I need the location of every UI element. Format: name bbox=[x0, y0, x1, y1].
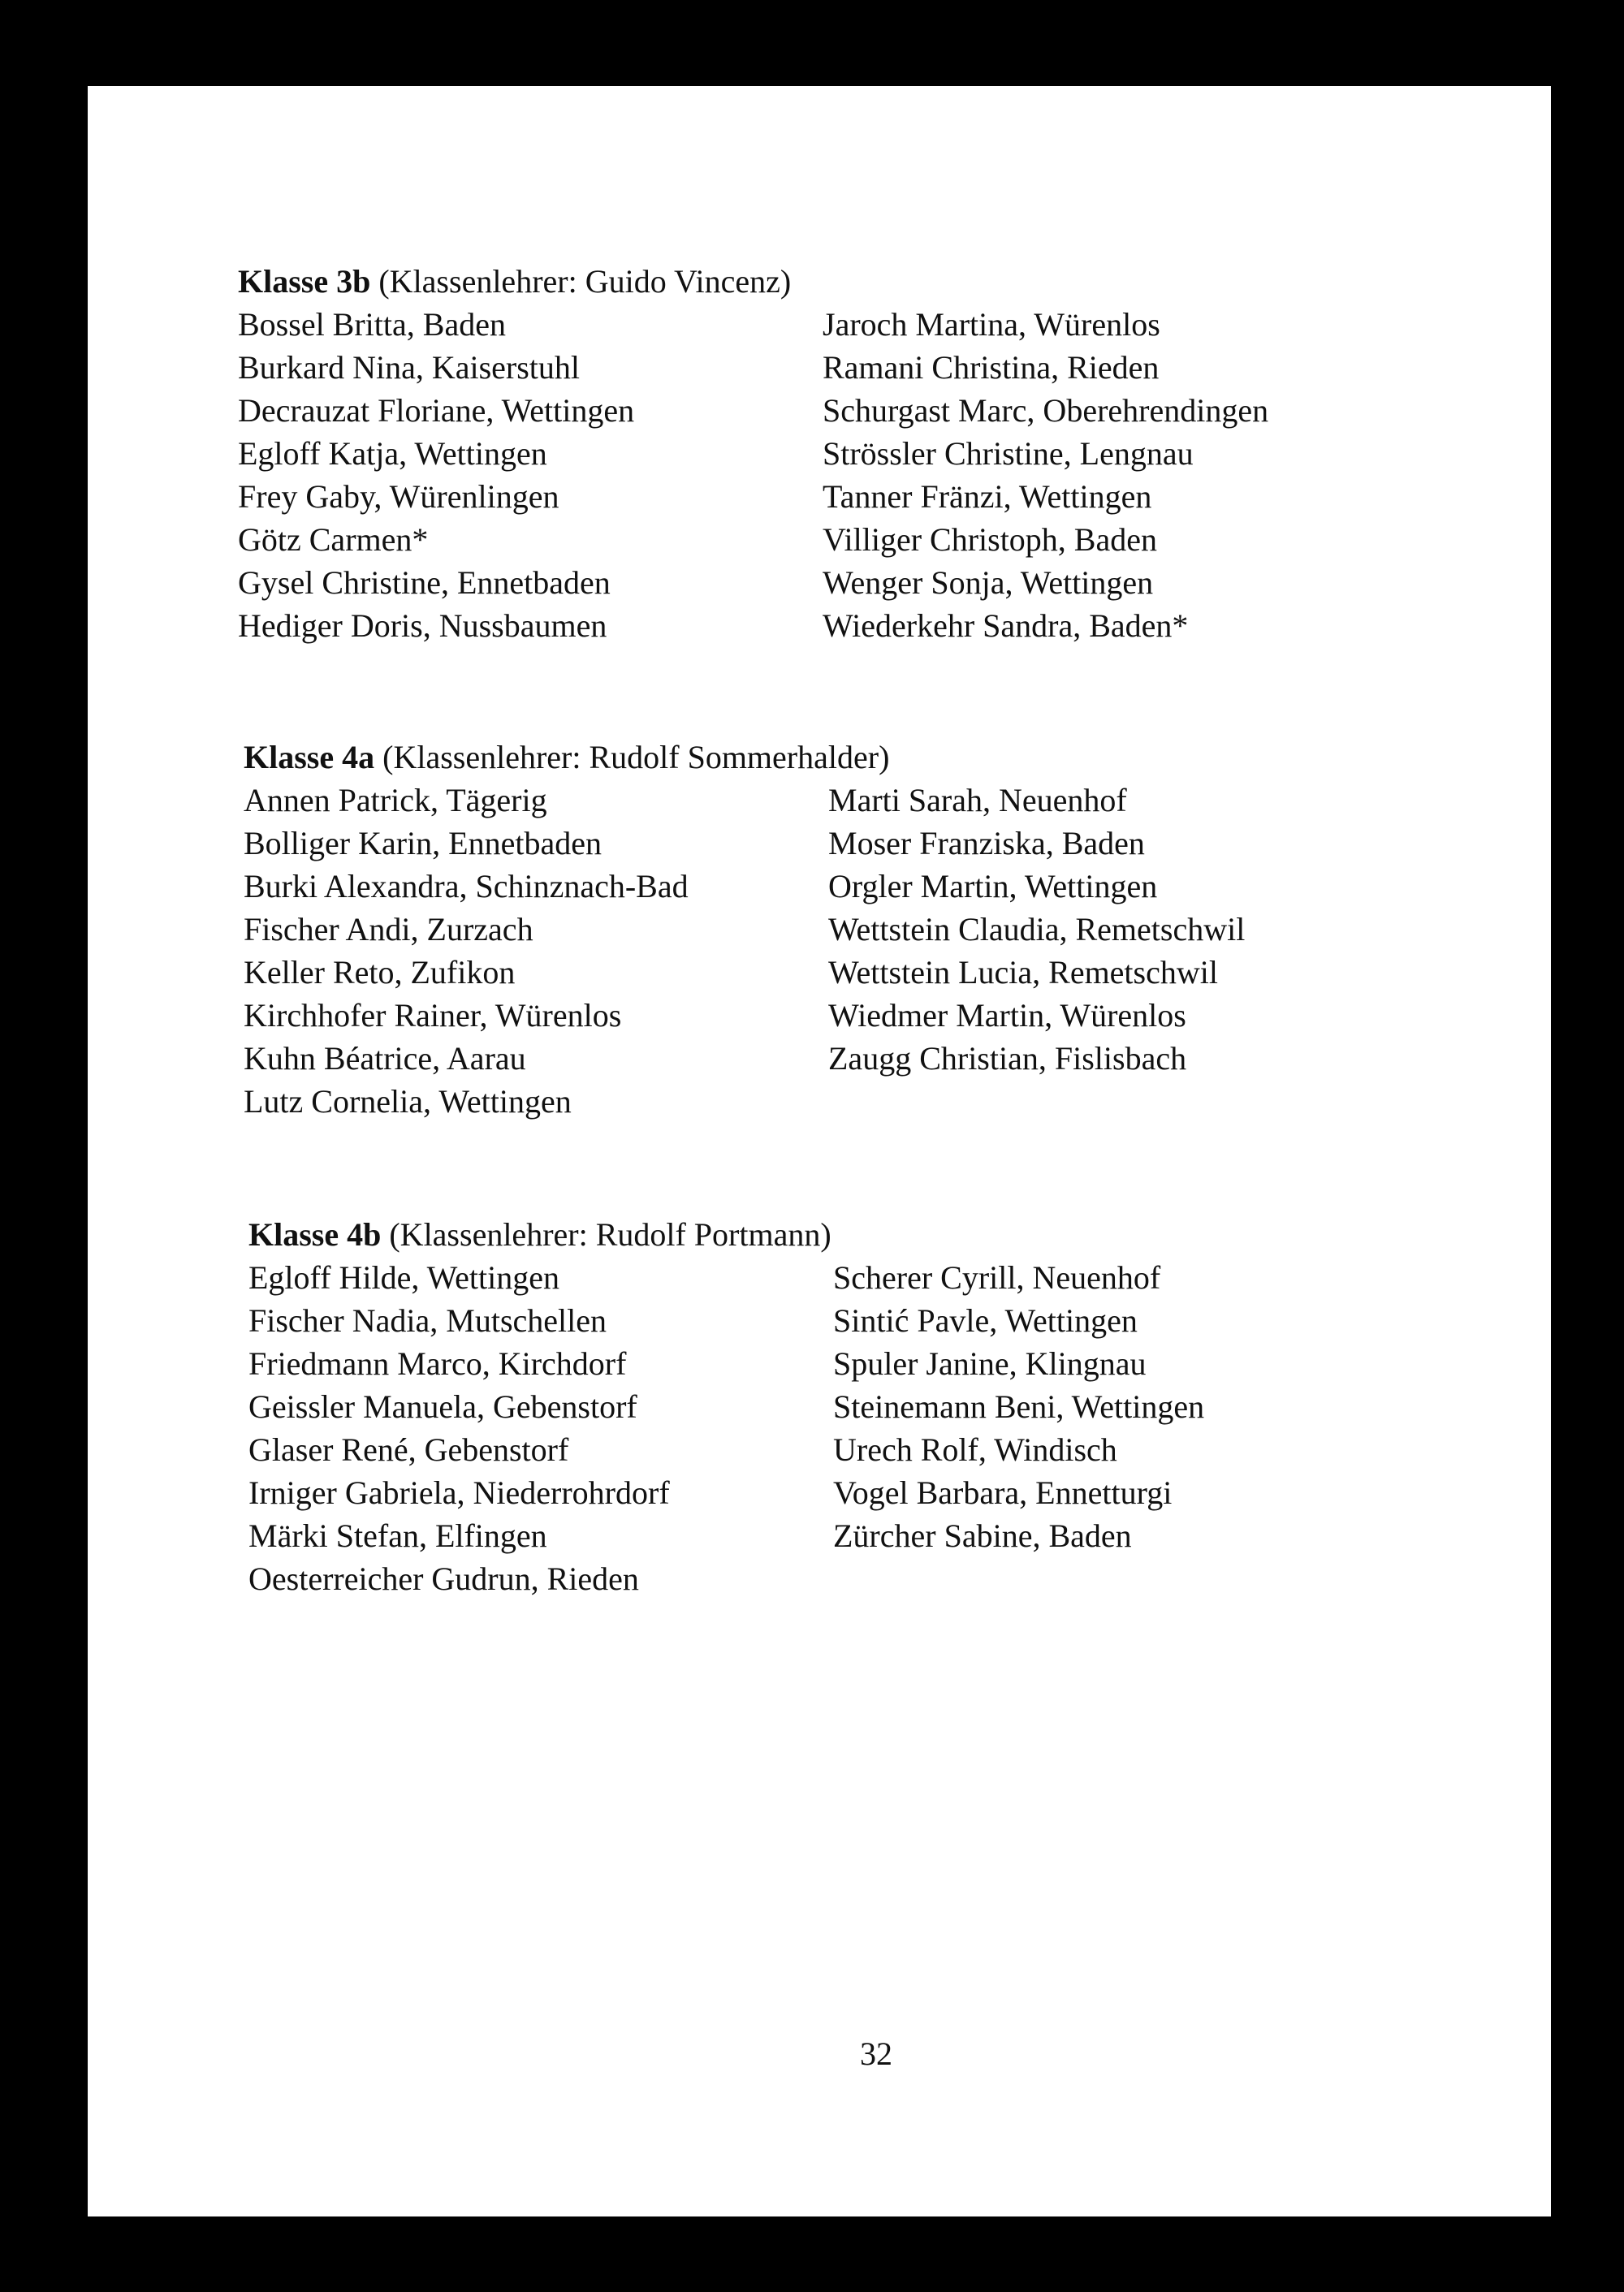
class-3b-section bbox=[238, 260, 1456, 693]
student-entry: Frey Gaby, Würenlingen bbox=[238, 478, 559, 515]
class-4b-section bbox=[248, 1213, 1466, 1646]
student-entry: Moser Franziska, Baden bbox=[828, 825, 1145, 861]
student-entry: Kuhn Béatrice, Aarau bbox=[244, 1040, 526, 1077]
class-3b-right-column bbox=[823, 303, 1268, 647]
student-entry: Gysel Christine, Ennetbaden bbox=[238, 564, 611, 601]
student-entry: Burki Alexandra, Schinznach-Bad bbox=[244, 868, 689, 904]
student-entry: Götz Carmen* bbox=[238, 521, 429, 558]
student-entry: Egloff Katja, Wettingen bbox=[238, 435, 547, 472]
student-entry: Märki Stefan, Elfingen bbox=[248, 1517, 547, 1554]
student-entry: Urech Rolf, Windisch bbox=[833, 1431, 1117, 1468]
class-3b-columns bbox=[238, 303, 1456, 693]
student-entry: Wenger Sonja, Wettingen bbox=[823, 564, 1154, 601]
class-4a-section bbox=[244, 736, 1462, 1168]
student-entry: Villiger Christoph, Baden bbox=[823, 521, 1157, 558]
student-entry: Oesterreicher Gudrun, Rieden bbox=[248, 1560, 639, 1597]
class-4b-teacher: (Klassenlehrer: Rudolf Portmann) bbox=[389, 1216, 831, 1253]
class-3b-heading bbox=[238, 260, 1456, 303]
student-entry: Geissler Manuela, Gebenstorf bbox=[248, 1388, 637, 1425]
student-entry: Schurgast Marc, Oberehrendingen bbox=[823, 392, 1269, 429]
student-entry: Annen Patrick, Tägerig bbox=[244, 782, 547, 818]
student-entry: Zaugg Christian, Fislisbach bbox=[828, 1040, 1187, 1077]
student-entry: Strössler Christine, Lengnau bbox=[823, 435, 1194, 472]
student-entry: Jaroch Martina, Würenlos bbox=[823, 306, 1160, 343]
student-entry: Wiedmer Martin, Würenlos bbox=[828, 997, 1186, 1034]
student-entry: Tanner Fränzi, Wettingen bbox=[823, 478, 1152, 515]
student-entry: Ramani Christina, Rieden bbox=[823, 349, 1160, 386]
class-3b-left-column bbox=[238, 303, 634, 647]
student-entry: Glaser René, Gebenstorf bbox=[248, 1431, 569, 1468]
student-entry: Hediger Doris, Nussbaumen bbox=[238, 607, 607, 644]
student-entry: Zürcher Sabine, Baden bbox=[833, 1517, 1132, 1554]
student-entry: Marti Sarah, Neuenhof bbox=[828, 782, 1127, 818]
student-entry: Wettstein Claudia, Remetschwil bbox=[828, 911, 1246, 947]
student-entry: Decrauzat Floriane, Wettingen bbox=[238, 392, 635, 429]
student-entry: Wettstein Lucia, Remetschwil bbox=[828, 954, 1218, 991]
class-3b-title: Klasse 3b bbox=[238, 263, 371, 300]
class-4b-left-column bbox=[248, 1256, 670, 1600]
student-entry: Sintić Pavle, Wettingen bbox=[833, 1302, 1138, 1339]
student-entry: Kirchhofer Rainer, Würenlos bbox=[244, 997, 622, 1034]
class-4b-title: Klasse 4b bbox=[248, 1216, 382, 1253]
student-entry: Fischer Nadia, Mutschellen bbox=[248, 1302, 607, 1339]
student-entry: Lutz Cornelia, Wettingen bbox=[244, 1083, 572, 1120]
student-entry: Vogel Barbara, Ennetturgi bbox=[833, 1474, 1173, 1511]
student-entry: Bolliger Karin, Ennetbaden bbox=[244, 825, 602, 861]
class-4a-left-column bbox=[244, 779, 689, 1123]
student-entry: Egloff Hilde, Wettingen bbox=[248, 1259, 560, 1296]
student-entry: Spuler Janine, Klingnau bbox=[833, 1345, 1147, 1382]
student-entry: Fischer Andi, Zurzach bbox=[244, 911, 533, 947]
student-entry: Burkard Nina, Kaiserstuhl bbox=[238, 349, 581, 386]
class-3b-teacher: (Klassenlehrer: Guido Vincenz) bbox=[378, 263, 792, 300]
class-4a-title: Klasse 4a bbox=[244, 739, 375, 775]
page-number: 32 bbox=[860, 2035, 892, 2072]
student-entry: Keller Reto, Zufikon bbox=[244, 954, 516, 991]
class-4b-heading bbox=[248, 1213, 1466, 1256]
document-page bbox=[88, 86, 1551, 2216]
class-4b-columns bbox=[248, 1256, 1466, 1646]
class-4a-heading bbox=[244, 736, 1462, 779]
student-entry: Wiederkehr Sandra, Baden* bbox=[823, 607, 1189, 644]
student-entry: Scherer Cyrill, Neuenhof bbox=[833, 1259, 1161, 1296]
student-entry: Steinemann Beni, Wettingen bbox=[833, 1388, 1205, 1425]
class-4a-columns bbox=[244, 779, 1462, 1168]
class-4a-teacher: (Klassenlehrer: Rudolf Sommerhalder) bbox=[382, 739, 890, 775]
student-entry: Irniger Gabriela, Niederrohrdorf bbox=[248, 1474, 670, 1511]
student-entry: Friedmann Marco, Kirchdorf bbox=[248, 1345, 627, 1382]
student-entry: Orgler Martin, Wettingen bbox=[828, 868, 1158, 904]
class-4b-right-column bbox=[833, 1256, 1204, 1557]
class-4a-right-column bbox=[828, 779, 1245, 1080]
student-entry: Bossel Britta, Baden bbox=[238, 306, 506, 343]
